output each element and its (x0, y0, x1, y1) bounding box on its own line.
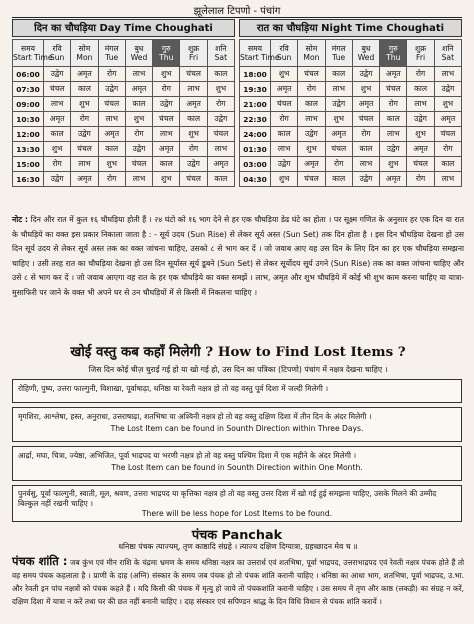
choghadiya-cell: रोग (153, 82, 180, 97)
lost-item-english: There will be less hope for Lost Items to be found. (141, 509, 333, 518)
choghadiya-cell: रोग (98, 67, 125, 82)
column-header-english: Mon (76, 53, 93, 62)
choghadiya-cell: उद्वेग (153, 97, 180, 112)
choghadiya-cell: चंचल (153, 112, 180, 127)
choghadiya-cell: रोग (71, 112, 98, 127)
day-table-title: दिन का चौघड़िया Day Time Choughati (12, 19, 235, 37)
table-row (240, 67, 462, 82)
choghadiya-cell: अमृत (298, 157, 325, 172)
choghadiya-cell: लाभ (125, 67, 152, 82)
choghadiya-cell: लाभ (44, 97, 71, 112)
choghadiya-cell: उद्वेग (434, 82, 461, 97)
day-column-header (180, 40, 207, 67)
choghadiya-cell: लाभ (98, 112, 125, 127)
choghadiya-cell: शुभ (434, 97, 461, 112)
choghadiya-cell: उद्वेग (44, 67, 71, 82)
table-row (13, 142, 235, 157)
night-table-title: रात का चौघड़िया Night Time Choughati (239, 19, 462, 37)
choghadiya-cell: लाभ (153, 127, 180, 142)
choghadiya-cell: उद्वेग (207, 112, 234, 127)
start-time-cell: 06:00 (13, 67, 44, 82)
table-row (240, 112, 462, 127)
panchak-shanti-paragraph (12, 555, 464, 621)
column-header-english: Tue (332, 53, 346, 62)
choghadiya-cell: शुभ (71, 97, 98, 112)
column-header-english: Fri (416, 53, 426, 62)
lost-items-intro: जिस दिन कोई चीज़ चुराई गई हो या खो गई हो, उस दिन का पत्रिका (टिपणो) पंचांग में नक्षत्र देखना चाहिए । (88, 365, 388, 374)
choghadiya-cell: उद्वेग (407, 112, 434, 127)
choghadiya-cell: चंचल (407, 157, 434, 172)
day-column-header (298, 40, 325, 67)
column-header-english: Fri (189, 53, 199, 62)
column-header-hindi: शनि (215, 44, 227, 53)
note-text: दिन और रात में कुल १६ चौघड़िया होती हैं । २४ घंटो को १६ भाग देने से हर एक चौघड़िया डेढ घंटे का होता । पर सूक्ष्म गणित के अनुसार हर एक दिन या रात के चौघड़िये का वक्त इस प्रकार निकाला जाता है : - सूर्य उदय (Sun Rise) से लेकर सूर्य अस्त (Sun Set) तक दिन होता है । इस दिन चौघड़िया देखना हो उस दिन सूर्य उदय से लेकर सूर्य अस्त तक का वक्त जांचना चाहिए, उसको ८ से भाग कर दें । जो जवाब आए वह उस दिन के लिए दिन का हर एक चौघड़िया समझना चाहिए । उसी तरह रात का चौघड़िया देखना हो उस दिन सूर्यास्त सूर्य डूबने (Sun Set) से लेकर सूर्योदय सूर्य उगने (Sun Rise) तक का वक्त जांचना चाहिए और उसे ८ से भाग कर दें । जो जवाब आएगा वह रात के हर एक चौघड़िये का वक्त समझें । लाभ, अमृत और शुभ चौघड़िये में कोई भी शुभ काम करना चाहिए या यात्रा-मुसाफिरी पर जाने के वक्त भी अपने घर से उन चौघड़ियों में से किसी में निकलना चाहिए । (12, 215, 464, 297)
lost-item-box (12, 485, 462, 522)
column-header-english: Mon (303, 53, 320, 62)
choghadiya-cell: चंचल (180, 67, 207, 82)
choghadiya-cell: अमृत (434, 112, 461, 127)
choghadiya-cell: अमृत (380, 172, 407, 187)
table-row (240, 82, 462, 97)
panchak-verse: धनिष्ठा पंचक त्याज्यम्, तृण काष्ठादि संग्रहे । त्याज्य दक्षिण दिग्यात्रा, ग्रहच्छादन मेव च ॥ (118, 542, 358, 551)
choghadiya-cell: शुभ (153, 172, 180, 187)
choghadiya-cell: चंचल (325, 142, 352, 157)
choghadiya-cell: चंचल (434, 127, 461, 142)
choghadiya-cell: अमृत (352, 97, 379, 112)
choghadiya-cell: रोग (407, 67, 434, 82)
choghadiya-cell: उद्वेग (71, 127, 98, 142)
choghadiya-cell: उद्वेग (352, 67, 379, 82)
choghadiya-cell: अमृत (325, 127, 352, 142)
choghadiya-cell: उद्वेग (380, 142, 407, 157)
column-header-english: Thu (386, 53, 401, 62)
start-time-cell: 22:30 (240, 112, 271, 127)
choghadiya-cell: शुभ (98, 157, 125, 172)
choghadiya-cell: चंचल (180, 172, 207, 187)
choghadiya-cell: शुभ (271, 67, 298, 82)
choghadiya-cell: रोग (352, 127, 379, 142)
column-header-hindi: सोम (78, 44, 91, 53)
choghadiya-cell: लाभ (352, 157, 379, 172)
column-header-english: Sat (214, 53, 228, 62)
note-label: नोट : (12, 215, 29, 224)
choghadiya-cell: काल (380, 112, 407, 127)
day-column-header (325, 40, 352, 67)
start-time-cell: 18:00 (240, 67, 271, 82)
choghadiya-cell: शुभ (153, 67, 180, 82)
choghadiya-cell: उद्वेग (180, 157, 207, 172)
lost-item-box (12, 379, 462, 403)
start-time-cell: 21:00 (240, 97, 271, 112)
choghadiya-cell: चंचल (271, 97, 298, 112)
choghadiya-cell: शुभ (352, 82, 379, 97)
column-header-english: Sun (276, 53, 292, 62)
choghadiya-cell: अमृत (71, 172, 98, 187)
page-header-title: झूलेलाल टिपणो - पंचांग (193, 6, 281, 17)
lost-item-english: The Lost Item can be found in Sounth Direction within Three Days. (110, 424, 364, 433)
choghadiya-cell: शुभ (380, 157, 407, 172)
column-header-hindi: मंगल (104, 44, 119, 53)
start-time-cell: 09:00 (13, 97, 44, 112)
column-header-hindi: शुक्र (415, 44, 427, 53)
table-row (13, 172, 235, 187)
choghadiya-cell: शुभ (271, 172, 298, 187)
start-time-cell: 10:30 (13, 112, 44, 127)
choghadiya-cell: शुभ (44, 142, 71, 157)
column-header-hindi: शनि (442, 44, 454, 53)
lost-item-hindi: पुनर्वसु, पूर्वा फाल्गुनी, स्वाती, मूल, श्रवण, उत्तरा भाद्रपद या कृत्तिका नक्षत्र हो तो वह वस्तु उत्तर दिशा में खो गई हुई समझना चाहिए, उसके मिलने की उम्मीद बिल्कुल नहीं रखनी चाहिए । (18, 489, 437, 508)
day-column-header (380, 40, 407, 67)
choghadiya-cell: अमृत (71, 67, 98, 82)
choghadiya-cell: अमृत (153, 142, 180, 157)
table-row (13, 67, 235, 82)
start-time-cell: 16:30 (13, 172, 44, 187)
column-header-hindi: सोम (305, 44, 318, 53)
choghadiya-cell: काल (352, 142, 379, 157)
column-header-hindi: गुरु (388, 44, 398, 53)
table-row (13, 112, 235, 127)
table-row (240, 157, 462, 172)
start-time-cell: 12:00 (13, 127, 44, 142)
choghadiya-cell: शुभ (298, 142, 325, 157)
panchak-shanti-label: पंचक शांति : (12, 554, 68, 568)
choghadiya-cell: रोग (325, 157, 352, 172)
choghadiya-cell: चंचल (298, 67, 325, 82)
choghadiya-cell: लाभ (125, 172, 152, 187)
lost-item-hindi: मृगशिरा, आश्लेषा, हस्त, अनुराधा, उत्तराषाढ़ा, शतभिषा या अश्विनी नक्षत्र हो तो वह वस्तु दक्षिण दिशा में तीन दिन के अंदर मिलेगी । (18, 412, 372, 421)
column-header-hindi: शुक्र (188, 44, 200, 53)
choghadiya-cell: काल (407, 82, 434, 97)
choghadiya-cell: शुभ (325, 112, 352, 127)
choghadiya-cell: अमृत (380, 67, 407, 82)
choghadiya-cell: शुभ (125, 112, 152, 127)
choghadiya-cell: अमृत (407, 142, 434, 157)
choghadiya-cell: उद्वेग (98, 82, 125, 97)
choghadiya-cell: उद्वेग (125, 142, 152, 157)
lost-item-english: The Lost Item can be found in Sounth Direction within One Month. (111, 463, 363, 472)
day-column-header (71, 40, 98, 67)
choghadiya-cell: रोग (380, 97, 407, 112)
choghadiya-cell: रोग (98, 172, 125, 187)
choghadiya-cell: लाभ (71, 157, 98, 172)
start-time-cell: 24:00 (240, 127, 271, 142)
column-header-english: Wed (130, 53, 148, 62)
choghadiya-cell: रोग (271, 112, 298, 127)
column-header-hindi: समय (20, 44, 36, 53)
day-column-header (153, 40, 180, 67)
choghadiya-cell: रोग (44, 157, 71, 172)
panchak-heading: पंचक Panchak (191, 528, 283, 543)
day-column-header (352, 40, 379, 67)
day-column-header (207, 40, 234, 67)
day-column-header (407, 40, 434, 67)
choghadiya-cell: काल (125, 97, 152, 112)
choghadiya-cell: लाभ (298, 112, 325, 127)
choghadiya-cell: अमृत (271, 82, 298, 97)
table-row (13, 97, 235, 112)
note-paragraph (12, 213, 464, 337)
choghadiya-cell: काल (180, 112, 207, 127)
choghadiya-cell: उद्वेग (325, 97, 352, 112)
choghadiya-cell: लाभ (434, 172, 461, 187)
choghadiya-cell: लाभ (325, 82, 352, 97)
time-column-header (240, 40, 280, 67)
column-header-english: Thu (159, 53, 174, 62)
day-column-header (434, 40, 461, 67)
column-header-hindi: मंगल (331, 44, 346, 53)
choghadiya-cell: रोग (434, 142, 461, 157)
choghadiya-cell: चंचल (44, 82, 71, 97)
start-time-cell: 13:30 (13, 142, 44, 157)
table-row (13, 127, 235, 142)
choghadiya-cell: चंचल (207, 127, 234, 142)
choghadiya-cell: अमृत (180, 97, 207, 112)
choghadiya-cell: काल (71, 82, 98, 97)
header-rule (12, 17, 462, 18)
choghadiya-cell: चंचल (71, 142, 98, 157)
column-header-hindi: रवि (52, 44, 62, 53)
choghadiya-cell: काल (434, 157, 461, 172)
lost-item-box (12, 407, 462, 442)
start-time-cell: 03:00 (240, 157, 271, 172)
lost-items-heading: खोई वस्तु कब कहाँ मिलेगी ? How to Find Lost Items ? (70, 344, 406, 360)
choghadiya-cell: अमृत (207, 157, 234, 172)
column-header-english: Start Time (240, 53, 280, 62)
table-header-row (240, 40, 462, 67)
panchak-shanti-text: जब कुंभ एवं मीन राशि के चंद्रमा भ्रमण के समय धनिष्ठा नक्षत्र का उत्तरार्ध एवं शतभिषा, पूर्वा भाद्रपद, उत्तराभाद्रपद एवं रेवती नक्षत्र पंचक होते हैं तो वह समय पंचक कहलाता है । प्राणी के दाह (अग्नि) संस्कार के समय जब पंचक हो तो पंचक शांति करानी चाहिए । धनिष्ठा का आधा भाग, शतभिषा, पूर्वा भाद्रपद, उ.भा. और रेवती इन पांच नक्षत्रों को पंचक कहते हैं । यदि किसी की पंचक में मृत्यु हो जाये तो पंचकशांति करानी चाहिए । उस समय में तृण और काष्ठ (लकड़ी) का संग्रह न करें, दक्षिण दिशा में यात्रा न करें तथा घर की छत नहीं बनानी चाहिए । दाह संस्कार एवं सपिण्डन श्राद्ध के दिन विधि विधान से पंचक शांति करावें । (12, 558, 464, 606)
day-choghadiya-table (12, 39, 235, 187)
choghadiya-cell: काल (44, 127, 71, 142)
choghadiya-cell: काल (153, 157, 180, 172)
choghadiya-cell: रोग (207, 97, 234, 112)
day-column-header (98, 40, 125, 67)
choghadiya-cell: लाभ (407, 97, 434, 112)
choghadiya-cell: अमृत (125, 82, 152, 97)
table-row (13, 157, 235, 172)
choghadiya-cell: काल (271, 127, 298, 142)
choghadiya-cell: शुभ (407, 127, 434, 142)
column-header-hindi: बुध (361, 44, 371, 53)
column-header-english: Wed (357, 53, 375, 62)
lost-item-hindi: आर्द्रा, मघा, चित्रा, ज्येष्ठा, अभिजित, पूर्वा भाद्रपद या भरणी नक्षत्र हो तो वह वस्तु पश्चिम दिशा में एक महीने के अंदर मिलेगी । (18, 451, 357, 460)
choghadiya-cell: रोग (125, 127, 152, 142)
night-choghadiya-table (239, 39, 462, 187)
choghadiya-cell: काल (98, 142, 125, 157)
column-header-hindi: बुध (134, 44, 144, 53)
choghadiya-cell: रोग (407, 172, 434, 187)
choghadiya-cell: शुभ (207, 82, 234, 97)
table-row (13, 82, 235, 97)
choghadiya-cell: अमृत (44, 112, 71, 127)
choghadiya-cell: चंचल (298, 172, 325, 187)
column-header-english: Sun (49, 53, 65, 62)
choghadiya-cell: लाभ (434, 67, 461, 82)
choghadiya-cell: अमृत (98, 127, 125, 142)
column-header-english: Tue (105, 53, 119, 62)
column-header-english: Sat (441, 53, 455, 62)
lost-item-hindi: रोहिणी, पुष्य, उत्तरा फाल्गुनी, विशाखा, पूर्वाषाढ़ा, धनिष्ठा या रेवती नक्षत्र हो तो वह वस्तु पूर्व दिशा में जल्दी मिलेगी । (18, 384, 329, 393)
choghadiya-cell: उद्वेग (44, 172, 71, 187)
choghadiya-cell: उद्वेग (298, 127, 325, 142)
start-time-cell: 15:00 (13, 157, 44, 172)
table-row (240, 127, 462, 142)
choghadiya-cell: काल (207, 172, 234, 187)
lost-item-box (12, 446, 462, 481)
column-header-hindi: गुरु (161, 44, 171, 53)
day-column-header (125, 40, 152, 67)
choghadiya-cell: काल (325, 172, 352, 187)
choghadiya-cell: चंचल (352, 112, 379, 127)
column-header-hindi: समय (247, 44, 263, 53)
choghadiya-cell: उद्वेग (352, 172, 379, 187)
choghadiya-cell: रोग (298, 82, 325, 97)
start-time-cell: 04:30 (240, 172, 271, 187)
choghadiya-cell: उद्वेग (271, 157, 298, 172)
choghadiya-cell: काल (325, 67, 352, 82)
column-header-english: Start Time (13, 53, 53, 62)
choghadiya-cell: लाभ (271, 142, 298, 157)
choghadiya-cell: लाभ (180, 82, 207, 97)
choghadiya-cell: चंचल (125, 157, 152, 172)
column-header-hindi: रवि (279, 44, 289, 53)
choghadiya-cell: चंचल (98, 97, 125, 112)
choghadiya-cell: चंचल (380, 82, 407, 97)
table-row (240, 142, 462, 157)
choghadiya-cell: काल (207, 67, 234, 82)
choghadiya-cell: लाभ (207, 142, 234, 157)
start-time-cell: 01:30 (240, 142, 271, 157)
table-row (240, 97, 462, 112)
start-time-cell: 07:30 (13, 82, 44, 97)
start-time-cell: 19:30 (240, 82, 271, 97)
table-header-row (13, 40, 235, 67)
choghadiya-cell: काल (298, 97, 325, 112)
choghadiya-cell: शुभ (180, 127, 207, 142)
time-column-header (13, 40, 53, 67)
table-row (240, 172, 462, 187)
choghadiya-cell: रोग (180, 142, 207, 157)
choghadiya-cell: लाभ (380, 127, 407, 142)
